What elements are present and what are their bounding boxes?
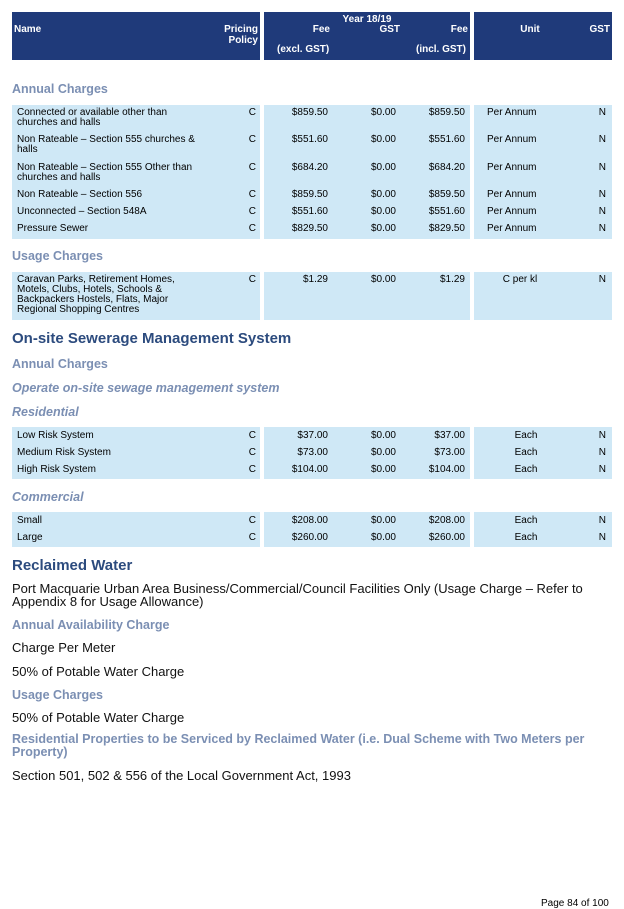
table-row-fee-incl: $37.00 <box>434 430 465 441</box>
table-row-name-cont: churches and halls <box>17 172 101 183</box>
table-row-fee-excl: $551.60 <box>291 134 328 145</box>
table-row-fee-excl: $208.00 <box>291 515 328 526</box>
table-row-unit: Per Annum <box>487 134 537 145</box>
table-row-policy: C <box>248 223 256 234</box>
table-row-name-cont: Regional Shopping Centres <box>17 304 140 315</box>
table-row-policy: C <box>248 464 256 475</box>
table-row-unit: Per Annum <box>487 206 537 217</box>
annual-charges-heading: Annual Charges <box>12 82 108 96</box>
table-row-name: Non Rateable – Section 555 Other than <box>17 162 193 173</box>
table-row-fee-incl: $260.00 <box>428 532 465 543</box>
table-row-gst: $0.00 <box>370 189 396 200</box>
table-row-unit: Each <box>514 430 538 441</box>
table-header-unit-block <box>474 12 612 60</box>
header-year: Year 18/19 <box>342 14 392 25</box>
annual-availability-heading: Annual Availability Charge <box>12 618 170 632</box>
reclaimed-body-line-2: Appendix 8 for Usage Allowance) <box>12 594 204 609</box>
table-row-gst-flag: N <box>598 107 606 118</box>
table-row-unit: Per Annum <box>487 189 537 200</box>
table-row-fee-excl: $104.00 <box>291 464 328 475</box>
table-row-gst-flag: N <box>598 206 606 217</box>
table-row-fee-incl: $551.60 <box>428 206 465 217</box>
table-row-name: Low Risk System <box>17 430 94 441</box>
usage-charges-heading-2: Usage Charges <box>12 688 104 702</box>
table-row-policy: C <box>248 274 256 285</box>
table-row-fee-excl: $37.00 <box>297 430 328 441</box>
header-name: Name <box>14 24 42 35</box>
table-row-unit: Each <box>514 532 538 543</box>
table-row-gst-flag: N <box>598 274 606 285</box>
table-row-gst-flag: N <box>598 223 606 234</box>
table-row-fee-excl: $73.00 <box>297 447 328 458</box>
table-row-gst: $0.00 <box>370 447 396 458</box>
table-row-unit: Each <box>514 515 538 526</box>
header-fee-incl-1: Fee <box>450 24 468 35</box>
table-row-gst-flag: N <box>598 189 606 200</box>
table-row-unit: Per Annum <box>487 223 537 234</box>
header-fee-excl-1: Fee <box>312 24 330 35</box>
table-row-fee-excl: $859.50 <box>291 107 328 118</box>
table-row-fee-excl: $551.60 <box>291 206 328 217</box>
table-row-policy: C <box>248 107 256 118</box>
table-row-fee-excl: $684.20 <box>291 162 328 173</box>
table-row-unit: Per Annum <box>487 107 537 118</box>
table-row-fee-incl: $859.50 <box>428 189 465 200</box>
table-row-unit: Each <box>514 464 538 475</box>
onsite-sewerage-heading: On-site Sewerage Management System <box>12 330 292 347</box>
table-row-gst-flag: N <box>598 134 606 145</box>
reclaimed-water-heading: Reclaimed Water <box>12 557 133 574</box>
header-gst-flag: GST <box>589 24 610 35</box>
annual-charges-heading-2: Annual Charges <box>12 357 108 371</box>
table-row-name: Medium Risk System <box>17 447 111 458</box>
table-row-gst: $0.00 <box>370 274 396 285</box>
table-row-fee-excl: $829.50 <box>291 223 328 234</box>
table-row-policy: C <box>248 206 256 217</box>
table-row-name: Caravan Parks, Retirement Homes, <box>17 274 175 285</box>
table-row-unit: Per Annum <box>487 162 537 173</box>
table-row-gst-flag: N <box>598 447 606 458</box>
table-row-gst: $0.00 <box>370 515 396 526</box>
table-row-name: High Risk System <box>17 464 96 475</box>
table-row-gst-flag: N <box>598 464 606 475</box>
table-row-policy: C <box>248 515 256 526</box>
table-row-gst: $0.00 <box>370 134 396 145</box>
commercial-bg-left <box>12 512 260 547</box>
header-fee-incl-2: (incl. GST) <box>416 44 466 55</box>
table-row-policy: C <box>248 189 256 200</box>
header-pricing-policy-2: Policy <box>228 35 258 46</box>
table-row-name: Non Rateable – Section 555 churches & <box>17 134 195 145</box>
table-row-fee-incl: $551.60 <box>428 134 465 145</box>
table-row-gst: $0.00 <box>370 206 396 217</box>
table-row-fee-excl: $1.29 <box>302 274 328 285</box>
table-row-unit: C per kl <box>502 274 538 285</box>
table-row-gst: $0.00 <box>370 532 396 543</box>
table-row-policy: C <box>248 430 256 441</box>
table-row-policy: C <box>248 162 256 173</box>
table-row-name: Non Rateable – Section 556 <box>17 189 143 200</box>
table-row-gst-flag: N <box>598 430 606 441</box>
table-row-gst-flag: N <box>598 532 606 543</box>
page-number: Page 84 of 100 <box>541 898 609 909</box>
table-row-gst-flag: N <box>598 162 606 173</box>
header-unit: Unit <box>520 24 540 35</box>
table-row-name-cont: Motels, Clubs, Hotels, Schools & <box>17 284 163 295</box>
table-row-name: Pressure Sewer <box>17 223 89 234</box>
reclaimed-body-line-1: Port Macquarie Urban Area Business/Commercial/Council Facilities Only (Usage Charge – Refer to <box>12 581 583 596</box>
table-row-fee-excl: $859.50 <box>291 189 328 200</box>
table-row-unit: Each <box>514 447 538 458</box>
table-row-name: Connected or available other than <box>17 107 168 118</box>
table-row-policy: C <box>248 134 256 145</box>
table-row-name-cont: churches and halls <box>17 117 101 128</box>
table-row-fee-incl: $104.00 <box>428 464 465 475</box>
commercial-heading: Commercial <box>12 490 84 504</box>
table-row-fee-incl: $684.20 <box>428 162 465 173</box>
table-row-gst: $0.00 <box>370 464 396 475</box>
table-row-gst: $0.00 <box>370 107 396 118</box>
residential-heading: Residential <box>12 405 79 419</box>
header-pricing-policy-1: Pricing <box>224 24 258 35</box>
residential-properties-heading-1: Residential Properties to be Serviced by Reclaimed Water (i.e. Dual Scheme with Two Meters per <box>12 732 585 746</box>
table-row-fee-incl: $73.00 <box>434 447 465 458</box>
table-row-gst-flag: N <box>598 515 606 526</box>
table-row-fee-excl: $260.00 <box>291 532 328 543</box>
header-fee-excl-2: (excl. GST) <box>277 44 330 55</box>
table-row-policy: C <box>248 532 256 543</box>
table-row-fee-incl: $829.50 <box>428 223 465 234</box>
operate-onsite-heading: Operate on-site sewage management system <box>12 381 280 395</box>
header-gst: GST <box>379 24 400 35</box>
residential-properties-heading-2: Property) <box>12 745 68 759</box>
table-row-fee-incl: $859.50 <box>428 107 465 118</box>
table-row-name: Unconnected – Section 548A <box>17 206 147 217</box>
section-act-text: Section 501, 502 & 556 of the Local Government Act, 1993 <box>12 768 351 783</box>
usage-charges-heading: Usage Charges <box>12 249 104 263</box>
fifty-percent-text-1: 50% of Potable Water Charge <box>12 664 185 679</box>
table-row-gst: $0.00 <box>370 162 396 173</box>
table-row-name: Large <box>17 532 43 543</box>
table-row-name-cont: Backpackers Hostels, Flats, Major <box>17 294 169 305</box>
table-row-fee-incl: $1.29 <box>439 274 465 285</box>
table-row-name-cont: halls <box>17 144 38 155</box>
table-row-gst: $0.00 <box>370 223 396 234</box>
charge-per-meter-text: Charge Per Meter <box>12 640 116 655</box>
fifty-percent-text-2: 50% of Potable Water Charge <box>12 710 185 725</box>
table-row-name: Small <box>17 515 43 526</box>
table-row-policy: C <box>248 447 256 458</box>
table-row-gst: $0.00 <box>370 430 396 441</box>
table-row-fee-incl: $208.00 <box>428 515 465 526</box>
